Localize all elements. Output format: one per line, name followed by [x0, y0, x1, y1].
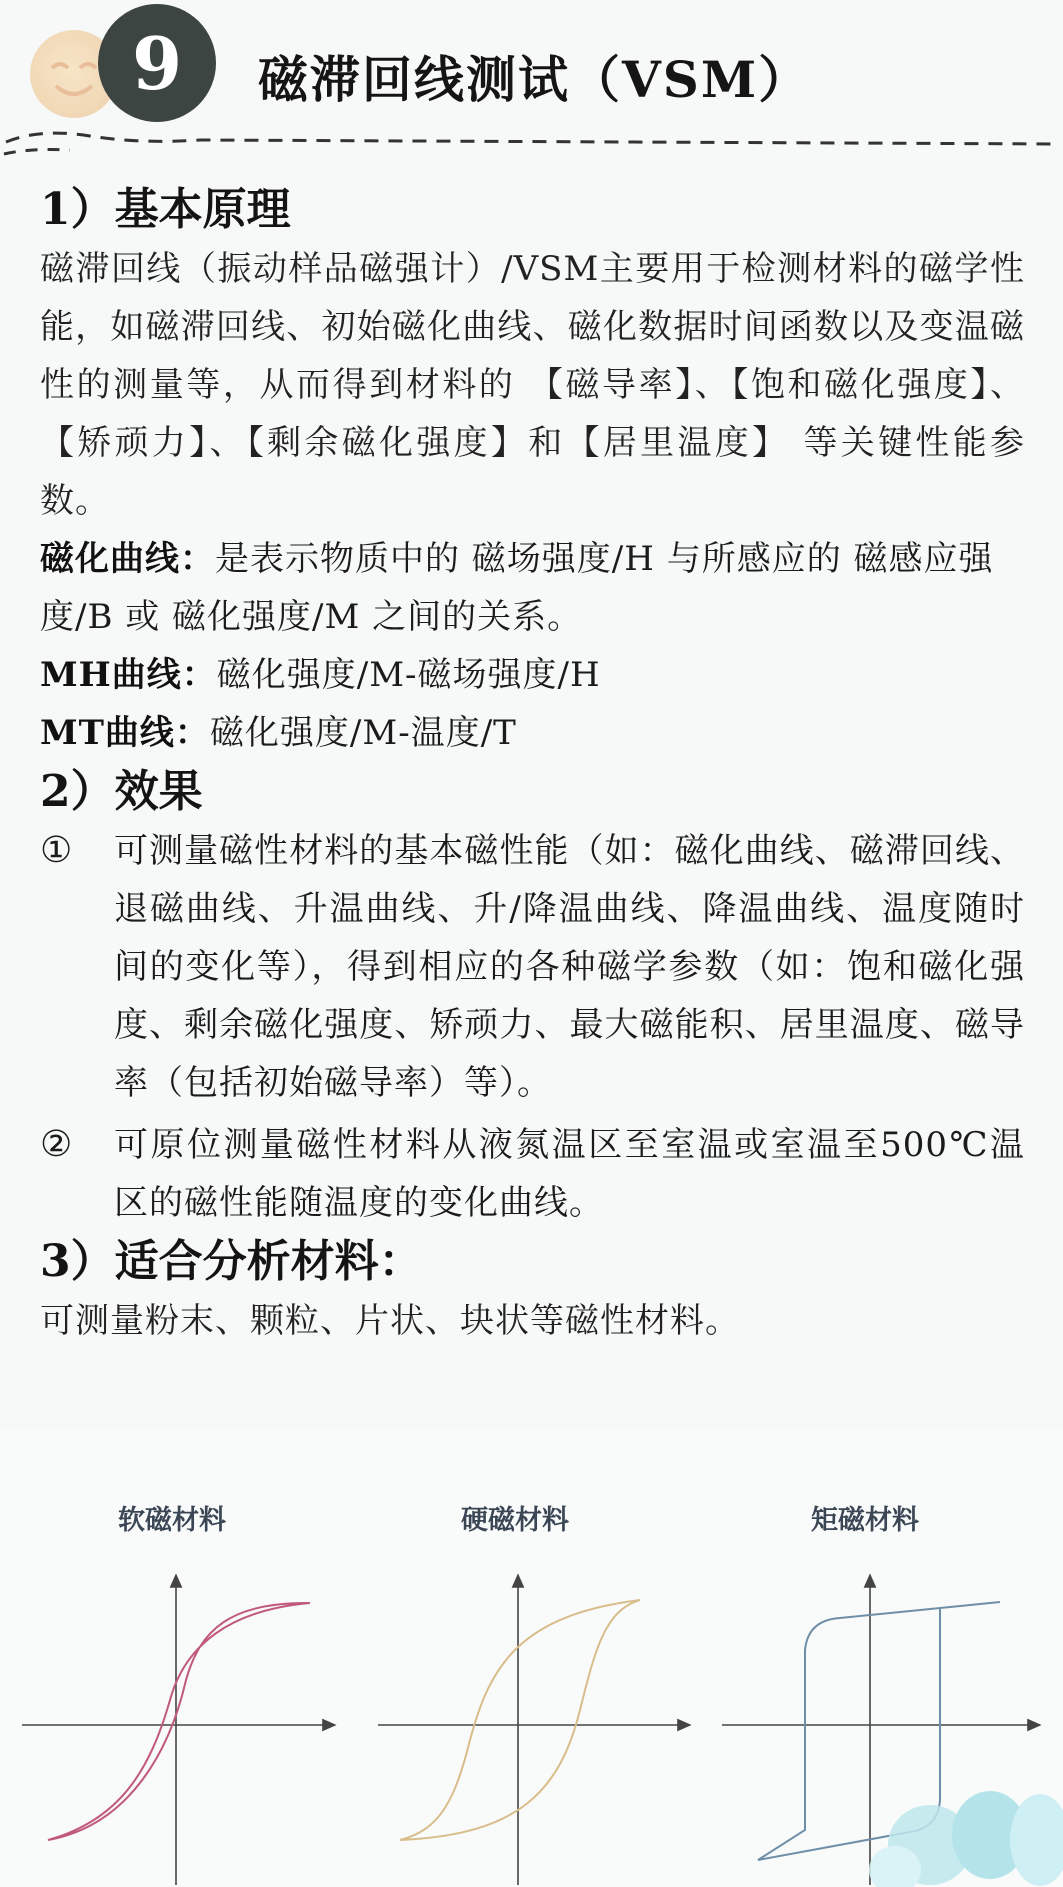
- page-header: [0, 0, 1063, 160]
- article-body: [40, 180, 1025, 1350]
- materials-paragraph: 可测量粉末、颗粒、片状、块状等磁性材料。: [40, 1301, 740, 1341]
- dashed-divider: [0, 118, 1063, 166]
- definition-term: MH曲线：: [40, 655, 217, 695]
- item-number: ①: [40, 830, 73, 871]
- hysteresis-loop: [48, 1603, 310, 1840]
- soft-magnetic-plot: [22, 1575, 335, 1885]
- item-number: ②: [40, 1124, 73, 1165]
- definition-term: 磁化曲线：: [40, 539, 215, 579]
- heading-principle: 1）基本原理: [40, 184, 291, 235]
- heading-materials: 3）适合分析材料：: [40, 1236, 423, 1287]
- definition-term: MT曲线：: [40, 713, 210, 753]
- cartoon-sticker-icon: [869, 1791, 1063, 1887]
- definition-text: 磁化强度/M-磁场强度/H: [216, 655, 601, 695]
- graph-title-soft: 软磁材料: [118, 1505, 226, 1536]
- definition-mh-curve: [40, 646, 1025, 704]
- list-item: [40, 1116, 1025, 1232]
- hysteresis-plots: [0, 1430, 1063, 1887]
- page-title: 磁滞回线测试（VSM）: [258, 50, 811, 109]
- list-item: [40, 822, 1025, 1112]
- hysteresis-loop: [400, 1600, 640, 1840]
- definition-magnetization-curve: [40, 530, 1025, 646]
- hard-magnetic-plot: [378, 1575, 690, 1885]
- heading-effects: 2）效果: [40, 766, 203, 817]
- section-number-badge: 9: [98, 4, 216, 122]
- definition-text: 是表示物质中的 磁场强度/H 与所感应的 磁感应强度/B 或 磁化强度/M 之间的关系。: [40, 539, 994, 637]
- hysteresis-figure: [0, 1430, 1063, 1887]
- item-text: 可原位测量磁性材料从液氮温区至室温或室温至500℃温区的磁性能随温度的变化曲线。: [114, 1125, 1025, 1223]
- graph-title-rect: 矩磁材料: [811, 1505, 919, 1536]
- item-text: 可测量磁性材料的基本磁性能（如：磁化曲线、磁滞回线、退磁曲线、升温曲线、升/降温曲线、降温曲线、温度随时间的变化等），得到相应的各种磁学参数（如：饱和磁化强度、剩余磁化强度、矫顽力、最大磁能积、居里温度、磁导率（包括初始磁导率）等）。: [114, 831, 1026, 1103]
- graph-title-hard: 硬磁材料: [461, 1505, 569, 1536]
- definition-text: 磁化强度/M-温度/T: [209, 713, 517, 753]
- principle-paragraph: 磁滞回线（振动样品磁强计）/VSM主要用于检测材料的磁学性能，如磁滞回线、初始磁化曲线、磁化数据时间函数以及变温磁性的测量等，从而得到材料的 【磁导率】、【饱和磁化强度】、【矫顽力】、【剩余磁化强度】和【居里温度】 等关键性能参数。: [40, 249, 1025, 521]
- definition-mt-curve: [40, 704, 1025, 762]
